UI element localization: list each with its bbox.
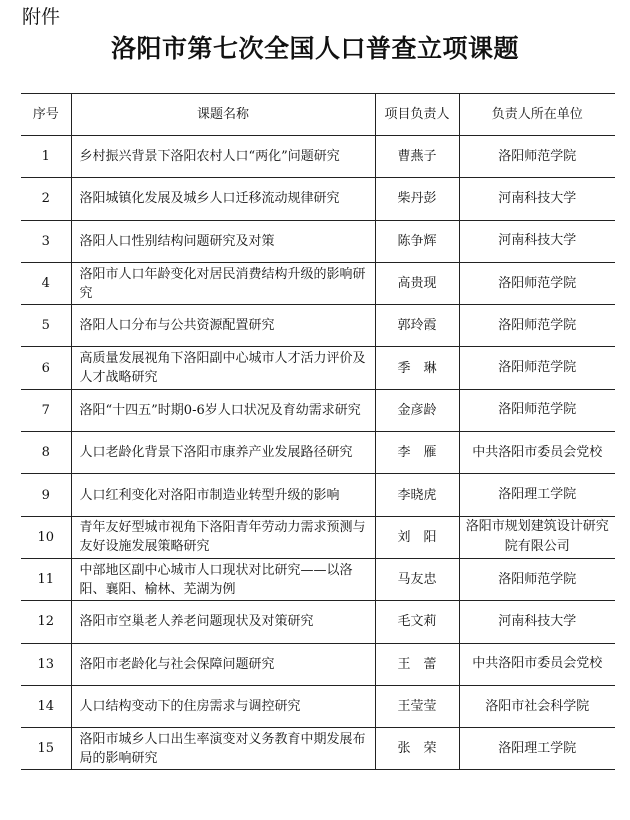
row-index: 10 bbox=[21, 516, 71, 558]
row-index: 2 bbox=[21, 178, 71, 220]
row-leader: 李 雁 bbox=[375, 432, 459, 474]
table-row bbox=[21, 136, 615, 178]
row-topic: 人口红利变化对洛阳市制造业转型升级的影响 bbox=[71, 474, 375, 516]
row-unit: 洛阳师范学院 bbox=[459, 136, 615, 178]
header-leader: 项目负责人 bbox=[375, 94, 459, 136]
project-table bbox=[21, 93, 615, 770]
row-index: 15 bbox=[21, 728, 71, 770]
row-leader: 郭玲霞 bbox=[375, 305, 459, 347]
table-row bbox=[21, 178, 615, 220]
header-unit: 负责人所在单位 bbox=[459, 94, 615, 136]
row-topic: 乡村振兴背景下洛阳农村人口“两化”问题研究 bbox=[71, 136, 375, 178]
row-topic: 人口结构变动下的住房需求与调控研究 bbox=[71, 685, 375, 727]
row-unit: 河南科技大学 bbox=[459, 220, 615, 262]
row-index: 14 bbox=[21, 685, 71, 727]
row-unit: 洛阳师范学院 bbox=[459, 305, 615, 347]
row-topic: 高质量发展视角下洛阳副中心城市人才活力评价及人才战略研究 bbox=[71, 347, 375, 389]
row-index: 12 bbox=[21, 601, 71, 643]
table-row bbox=[21, 516, 615, 558]
row-index: 3 bbox=[21, 220, 71, 262]
row-unit: 洛阳理工学院 bbox=[459, 728, 615, 770]
row-index: 8 bbox=[21, 432, 71, 474]
row-topic: 洛阳市人口年龄变化对居民消费结构升级的影响研究 bbox=[71, 262, 375, 304]
row-index: 7 bbox=[21, 389, 71, 431]
row-leader: 陈争辉 bbox=[375, 220, 459, 262]
attachment-label: 附件 bbox=[22, 6, 61, 28]
row-leader: 毛文莉 bbox=[375, 601, 459, 643]
row-leader: 曹燕子 bbox=[375, 136, 459, 178]
row-unit: 洛阳师范学院 bbox=[459, 347, 615, 389]
header-index: 序号 bbox=[21, 94, 71, 136]
row-topic: 洛阳市老龄化与社会保障问题研究 bbox=[71, 643, 375, 685]
row-unit: 洛阳市社会科学院 bbox=[459, 685, 615, 727]
row-leader: 高贵现 bbox=[375, 262, 459, 304]
table-row bbox=[21, 643, 615, 685]
row-leader: 张 荣 bbox=[375, 728, 459, 770]
row-index: 9 bbox=[21, 474, 71, 516]
row-unit: 河南科技大学 bbox=[459, 601, 615, 643]
row-leader: 季 琳 bbox=[375, 347, 459, 389]
table-row bbox=[21, 558, 615, 600]
row-unit: 河南科技大学 bbox=[459, 178, 615, 220]
table-row bbox=[21, 601, 615, 643]
page-title: 洛阳市第七次全国人口普查立项课题 bbox=[110, 34, 519, 63]
row-unit: 洛阳理工学院 bbox=[459, 474, 615, 516]
row-index: 11 bbox=[21, 558, 71, 600]
row-index: 1 bbox=[21, 136, 71, 178]
row-topic: 洛阳“十四五”时期0-6岁人口状况及育幼需求研究 bbox=[71, 389, 375, 431]
row-leader: 马友忠 bbox=[375, 558, 459, 600]
row-topic: 人口老龄化背景下洛阳市康养产业发展路径研究 bbox=[71, 432, 375, 474]
table-row bbox=[21, 347, 615, 389]
row-index: 4 bbox=[21, 262, 71, 304]
header-topic: 课题名称 bbox=[71, 94, 375, 136]
table-row bbox=[21, 220, 615, 262]
table-row bbox=[21, 432, 615, 474]
row-unit: 中共洛阳市委员会党校 bbox=[459, 432, 615, 474]
row-topic: 洛阳市城乡人口出生率演变对义务教育中期发展布局的影响研究 bbox=[71, 728, 375, 770]
row-topic: 中部地区副中心城市人口现状对比研究——以洛阳、襄阳、榆林、芜湖为例 bbox=[71, 558, 375, 600]
table-row bbox=[21, 262, 615, 304]
table-row bbox=[21, 305, 615, 347]
row-unit: 洛阳师范学院 bbox=[459, 262, 615, 304]
row-leader: 金彦龄 bbox=[375, 389, 459, 431]
row-leader: 王 蕾 bbox=[375, 643, 459, 685]
row-topic: 洛阳城镇化发展及城乡人口迁移流动规律研究 bbox=[71, 178, 375, 220]
row-unit: 中共洛阳市委员会党校 bbox=[459, 643, 615, 685]
row-index: 5 bbox=[21, 305, 71, 347]
row-unit: 洛阳师范学院 bbox=[459, 558, 615, 600]
row-leader: 李晓虎 bbox=[375, 474, 459, 516]
row-index: 6 bbox=[21, 347, 71, 389]
row-unit: 洛阳市规划建筑设计研究院有限公司 bbox=[459, 516, 615, 558]
row-leader: 柴丹彭 bbox=[375, 178, 459, 220]
table-row bbox=[21, 389, 615, 431]
row-unit: 洛阳师范学院 bbox=[459, 389, 615, 431]
row-leader: 王莹莹 bbox=[375, 685, 459, 727]
table-row bbox=[21, 728, 615, 770]
row-topic: 洛阳人口性别结构问题研究及对策 bbox=[71, 220, 375, 262]
table-row bbox=[21, 685, 615, 727]
table-row bbox=[21, 474, 615, 516]
row-topic: 洛阳市空巢老人养老问题现状及对策研究 bbox=[71, 601, 375, 643]
row-leader: 刘 阳 bbox=[375, 516, 459, 558]
row-topic: 青年友好型城市视角下洛阳青年劳动力需求预测与友好设施发展策略研究 bbox=[71, 516, 375, 558]
row-index: 13 bbox=[21, 643, 71, 685]
table-header-row bbox=[21, 94, 615, 136]
row-topic: 洛阳人口分布与公共资源配置研究 bbox=[71, 305, 375, 347]
